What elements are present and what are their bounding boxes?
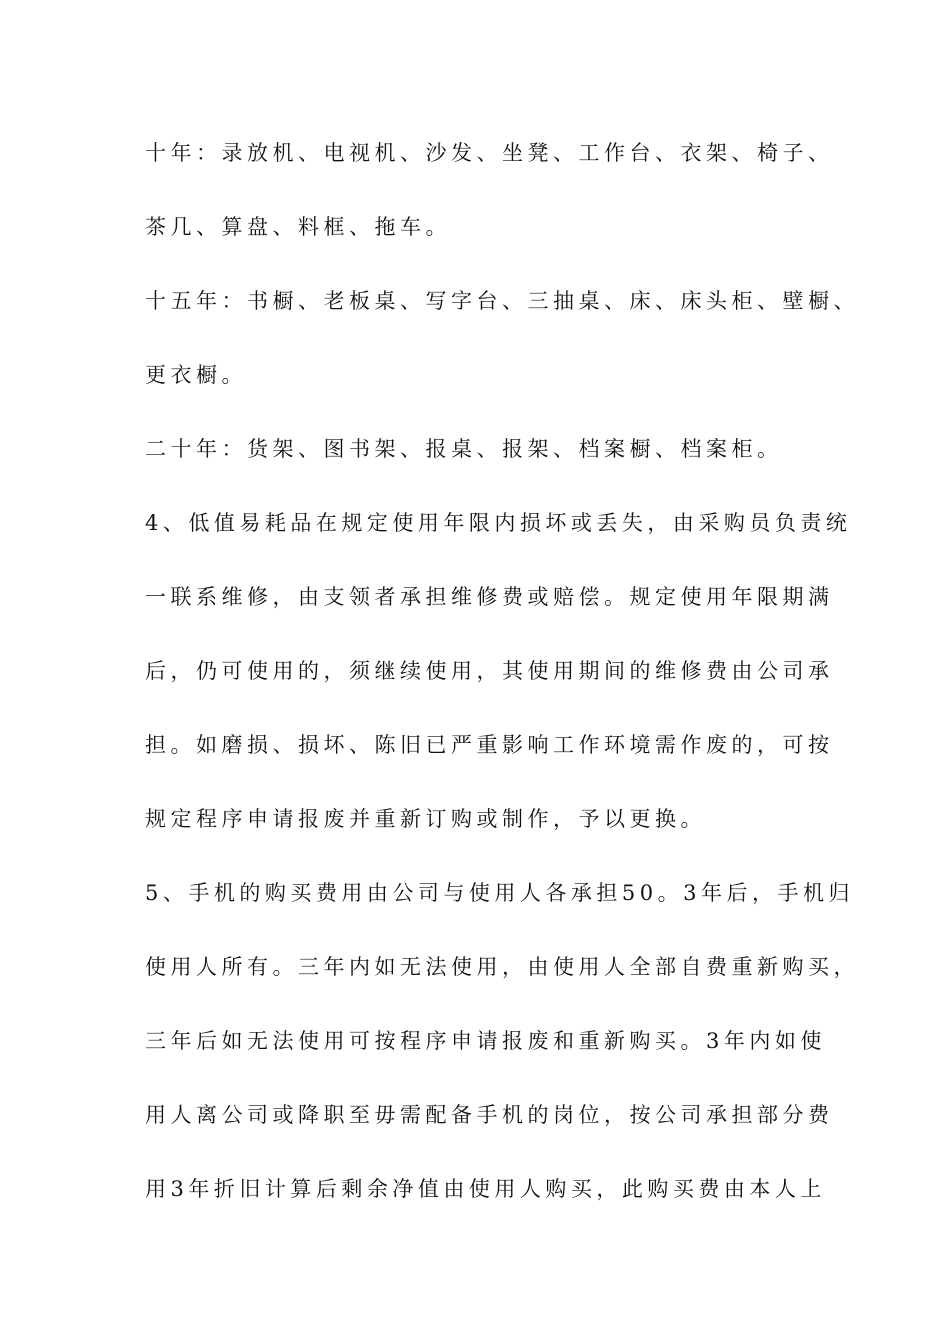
text-line-13: 三年后如无法使用可按程序申请报废和重新购买。3年内如使 [145,1029,826,1053]
text-line-10: 规定程序申请报废并重新订购或制作，予以更换。 [145,807,706,831]
text-line-7: 一联系维修，由支领者承担维修费或赔偿。规定使用年限期满 [145,585,834,609]
text-line-12: 使用人所有。三年内如无法使用，由使用人全部自费重新购买， [145,955,859,979]
text-line-3: 十五年：书橱、老板桌、写字台、三抽桌、床、床头柜、壁橱、 [145,289,859,313]
text-line-9: 担。如磨损、损坏、陈旧已严重影响工作环境需作废的，可按 [145,733,834,757]
text-line-1: 十年：录放机、电视机、沙发、坐凳、工作台、衣架、椅子、 [145,141,834,165]
text-line-15: 用3年折旧计算后剩余净值由使用人购买，此购买费由本人上 [145,1177,826,1201]
text-line-6: 4、低值易耗品在规定使用年限内损坏或丢失，由采购员负责统 [145,511,852,535]
text-line-2: 茶几、算盘、料框、拖车。 [145,215,451,239]
text-line-4: 更衣橱。 [145,363,247,387]
text-line-14: 用人离公司或降职至毋需配备手机的岗位，按公司承担部分费 [145,1103,834,1127]
text-line-5: 二十年：货架、图书架、报桌、报架、档案橱、档案柜。 [145,437,783,461]
text-line-11: 5、手机的购买费用由公司与使用人各承担50。3年后，手机归 [145,881,854,905]
text-line-8: 后，仍可使用的，须继续使用，其使用期间的维修费由公司承 [145,659,834,683]
